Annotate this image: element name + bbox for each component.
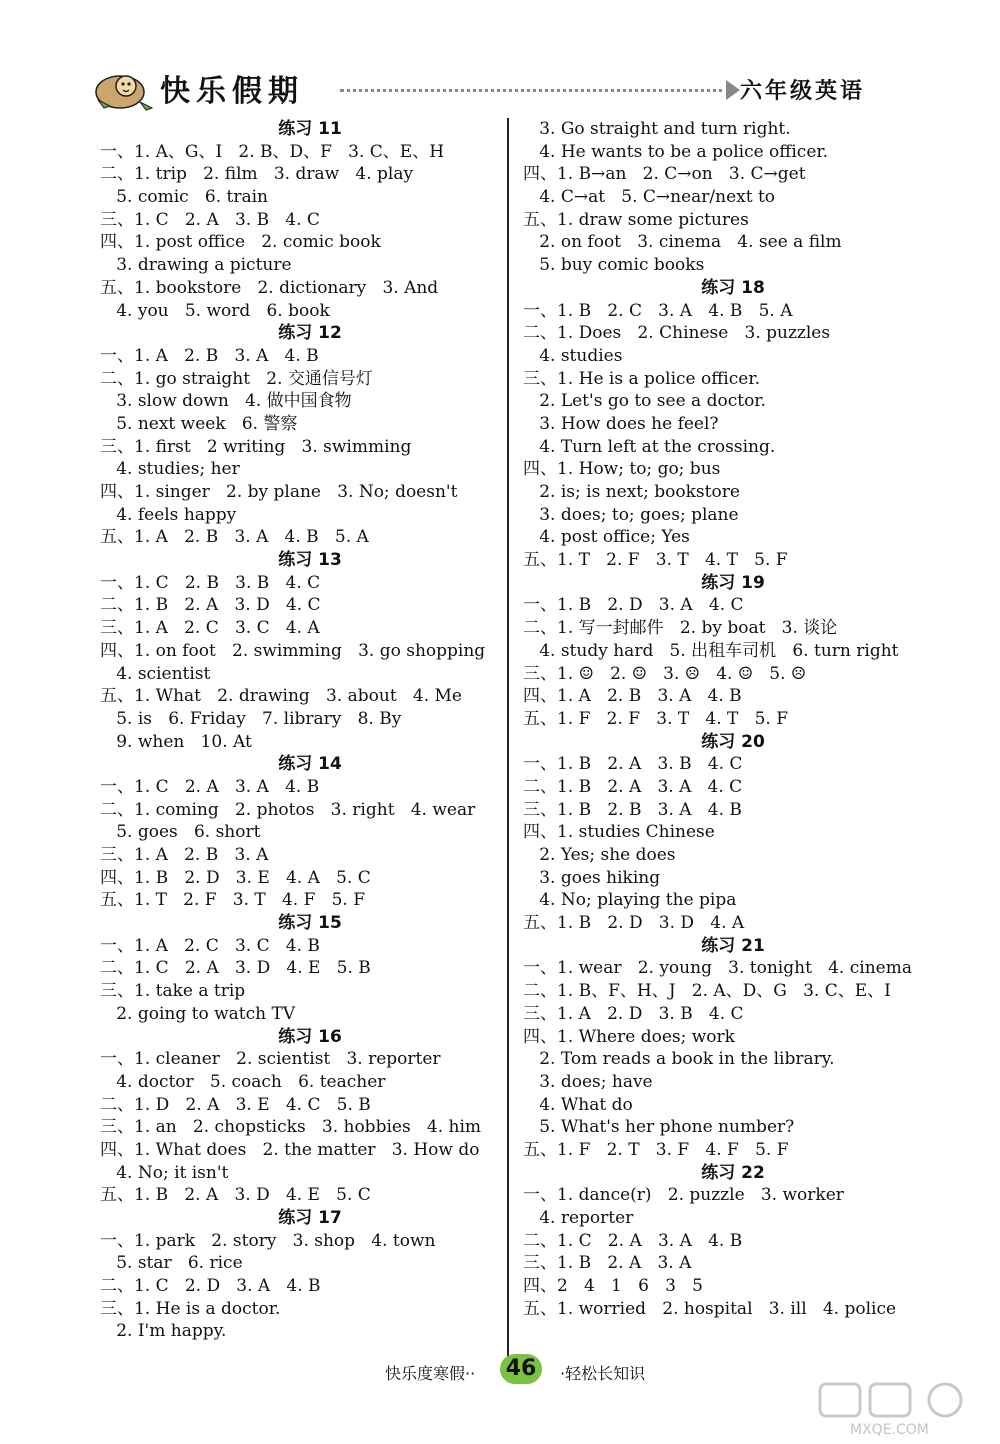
answer-line: 五、1. draw some pictures xyxy=(523,209,749,230)
answer-line: 三、1. He is a doctor. xyxy=(100,1298,281,1319)
answer-line: 二、1. B 2. A 3. A 4. C xyxy=(523,776,743,797)
answer-line: 4. study hard 5. 出租车司机 6. turn right xyxy=(523,640,899,661)
answer-line: 三、1. He is a police officer. xyxy=(523,368,760,389)
answer-line: 四、1. on foot 2. swimming 3. go shopping xyxy=(100,640,486,661)
answer-line: 四、1. B 2. D 3. E 4. A 5. C xyxy=(100,867,371,888)
exercise-title: 练习 19 xyxy=(701,572,765,593)
answer-line: 一、1. A 2. B 3. A 4. B xyxy=(100,345,319,366)
answer-line: 2. Let's go to see a doctor. xyxy=(523,391,766,412)
answer-line: 一、1. wear 2. young 3. tonight 4. cinema xyxy=(523,958,912,979)
exercise-title: 练习 15 xyxy=(278,913,342,934)
answer-line: 三、1. C 2. A 3. B 4. C xyxy=(100,209,320,230)
answer-line: 五、1. B 2. D 3. D 4. A xyxy=(523,913,745,934)
answer-line: 一、1. C 2. A 3. A 4. B xyxy=(100,776,320,797)
exercise-title: 练习 18 xyxy=(701,277,765,298)
answer-line: 二、1. C 2. D 3. A 4. B xyxy=(100,1276,321,1297)
answer-line: 3. goes hiking xyxy=(523,867,661,888)
answer-line: 二、1. trip 2. film 3. draw 4. play xyxy=(100,164,414,185)
answer-line: 3. does; have xyxy=(523,1071,653,1092)
answer-line: 一、1. A、G、I 2. B、D、F 3. C、E、H xyxy=(100,141,445,162)
answer-line: 四、2 4 1 6 3 5 xyxy=(523,1276,703,1297)
watermark-icon xyxy=(810,1380,990,1420)
answer-line: 5. buy comic books xyxy=(523,255,705,276)
page-number: 46 xyxy=(500,1354,542,1384)
exercise-title: 练习 17 xyxy=(278,1208,342,1228)
footer-slogan-right: ·轻松长知识 xyxy=(560,1364,646,1383)
answer-line: 4. He wants to be a police officer. xyxy=(523,141,829,162)
answer-line: 三、1. A 2. C 3. C 4. A xyxy=(100,618,320,639)
answer-line: 4. you 5. word 6. book xyxy=(100,300,330,321)
answer-line: 2. on foot 3. cinema 4. see a film xyxy=(523,232,842,253)
answer-line: 四、1. B→an 2. C→on 3. C→get xyxy=(523,164,806,185)
answer-line: 四、1. studies Chinese xyxy=(523,822,715,843)
column-divider xyxy=(507,118,509,1358)
answer-line: 9. when 10. At xyxy=(100,731,252,752)
mascot-icon xyxy=(90,62,160,112)
brand-title: 快乐假期 xyxy=(160,74,304,109)
watermark-text: MXQE.COM xyxy=(850,1422,929,1438)
answer-line: 三、1. an 2. chopsticks 3. hobbies 4. him xyxy=(100,1117,482,1138)
answer-line: 一、1. C 2. B 3. B 4. C xyxy=(100,572,321,593)
answer-line: 5. next week 6. 警察 xyxy=(100,413,298,434)
answer-line: 三、1. A 2. D 3. B 4. C xyxy=(523,1003,744,1024)
answer-line: 二、1. 写一封邮件 2. by boat 3. 谈论 xyxy=(523,618,838,639)
answer-line: 五、1. What 2. drawing 3. about 4. Me xyxy=(100,686,462,707)
exercise-title: 练习 11 xyxy=(278,119,342,139)
answer-line: 五、1. bookstore 2. dictionary 3. And xyxy=(100,277,439,298)
answer-line: 三、1. A 2. B 3. A xyxy=(100,845,269,865)
answer-line: 5. What's her phone number? xyxy=(523,1117,795,1138)
answer-line: 五、1. F 2. T 3. F 4. F 5. F xyxy=(523,1139,789,1160)
answer-line: 一、1. B 2. A 3. B 4. C xyxy=(523,754,743,775)
answer-line: 四、1. A 2. B 3. A 4. B xyxy=(523,686,742,707)
answer-line: 二、1. Does 2. Chinese 3. puzzles xyxy=(523,323,831,344)
answer-line: 二、1. C 2. A 3. A 4. B xyxy=(523,1230,743,1251)
answer-line: 一、1. B 2. C 3. A 4. B 5. A xyxy=(523,300,793,321)
answer-line: 三、1. B 2. A 3. A xyxy=(523,1253,692,1274)
answer-line: 四、1. singer 2. by plane 3. No; doesn't xyxy=(100,482,458,502)
answer-line: 五、1. T 2. F 3. T 4. T 5. F xyxy=(523,550,788,571)
answer-line: 五、1. A 2. B 3. A 4. B 5. A xyxy=(100,527,369,548)
answer-line: 一、1. dance(r) 2. puzzle 3. worker xyxy=(523,1185,844,1206)
right-column xyxy=(523,118,943,1320)
answer-line: 2. going to watch TV xyxy=(100,1003,296,1024)
answer-line: 二、1. C 2. A 3. D 4. E 5. B xyxy=(100,958,371,979)
answer-line: 4. Turn left at the crossing. xyxy=(523,436,776,457)
answer-line: 一、1. cleaner 2. scientist 3. reporter xyxy=(100,1049,441,1070)
answer-line: 二、1. B 2. A 3. D 4. C xyxy=(100,595,321,616)
exercise-title: 练习 22 xyxy=(701,1162,765,1183)
answer-line: 五、1. worried 2. hospital 3. ill 4. police xyxy=(523,1298,897,1319)
answer-line: 4. feels happy xyxy=(100,504,237,525)
answer-line: 4. studies; her xyxy=(100,459,240,480)
exercise-title: 练习 12 xyxy=(278,323,342,344)
exercise-title: 练习 14 xyxy=(278,754,342,775)
answer-line: 一、1. B 2. D 3. A 4. C xyxy=(523,595,744,616)
answer-line: 四、1. post office 2. comic book xyxy=(100,232,381,253)
answer-line: 5. is 6. Friday 7. library 8. By xyxy=(100,708,402,729)
answer-line: 3. slow down 4. 做中国食物 xyxy=(100,391,352,412)
answer-line: 二、1. go straight 2. 交通信号灯 xyxy=(100,368,373,389)
answer-line: 4. No; it isn't xyxy=(100,1162,229,1183)
answer-line: 二、1. B、F、H、J 2. A、D、G 3. C、E、I xyxy=(523,981,891,1002)
answer-line: 三、1. take a trip xyxy=(100,981,246,1002)
answer-line: 2. is; is next; bookstore xyxy=(523,482,740,502)
exercise-title: 练习 20 xyxy=(701,731,765,752)
answer-line: 四、1. Where does; work xyxy=(523,1026,735,1047)
page-header xyxy=(90,62,920,112)
exercise-title: 练习 16 xyxy=(278,1026,342,1047)
answer-line: 5. star 6. rice xyxy=(100,1253,243,1274)
answer-line: 4. post office; Yes xyxy=(523,527,690,548)
answer-line: 二、1. coming 2. photos 3. right 4. wear xyxy=(100,799,476,820)
answer-line: 5. comic 6. train xyxy=(100,187,268,208)
answer-line: 2. I'm happy. xyxy=(100,1321,227,1342)
exercise-title: 练习 21 xyxy=(701,935,765,956)
answer-line: 4. C→at 5. C→near/next to xyxy=(523,187,776,208)
answer-line: 4. scientist xyxy=(100,663,211,684)
answer-line: 2. Yes; she does xyxy=(523,845,676,865)
answer-line: 一、1. park 2. story 3. shop 4. town xyxy=(100,1230,436,1251)
answer-line: 3. Go straight and turn right. xyxy=(523,119,791,139)
answer-line: 4. doctor 5. coach 6. teacher xyxy=(100,1071,386,1092)
answer-line: 2. Tom reads a book in the library. xyxy=(523,1049,835,1070)
answer-line: 4. studies xyxy=(523,345,623,366)
answer-line: 二、1. D 2. A 3. E 4. C 5. B xyxy=(100,1094,371,1115)
answer-line: 五、1. T 2. F 3. T 4. F 5. F xyxy=(100,890,366,911)
answer-line: 四、1. How; to; go; bus xyxy=(523,459,721,480)
answer-line: 3. How does he feel? xyxy=(523,413,719,434)
exercise-title: 练习 13 xyxy=(278,550,342,571)
header-dotted-rule xyxy=(340,89,730,92)
left-column xyxy=(100,118,520,1343)
answer-line: 4. What do xyxy=(523,1094,633,1115)
answer-line: 3. drawing a picture xyxy=(100,255,292,276)
answer-line: 一、1. A 2. C 3. C 4. B xyxy=(100,935,320,956)
answer-line: 4. reporter xyxy=(523,1208,634,1228)
grade-subject: 六年级英语 xyxy=(740,79,866,104)
answer-line: 五、1. F 2. F 3. T 4. T 5. F xyxy=(523,708,789,729)
answer-line: 5. goes 6. short xyxy=(100,822,261,843)
answer-line: 三、1. B 2. B 3. A 4. B xyxy=(523,799,742,820)
answer-line: 3. does; to; goes; plane xyxy=(523,504,739,525)
footer-slogan-left: 快乐度寒假·· xyxy=(385,1364,476,1383)
arrow-icon xyxy=(726,80,740,100)
answer-line: 三、1. ☺ 2. ☺ 3. ☹ 4. ☺ 5. ☹ xyxy=(523,663,807,684)
answer-line: 4. No; playing the pipa xyxy=(523,890,737,911)
answer-line: 五、1. B 2. A 3. D 4. E 5. C xyxy=(100,1185,371,1206)
answer-line: 四、1. What does 2. the matter 3. How do xyxy=(100,1139,480,1160)
answer-line: 三、1. first 2 writing 3. swimming xyxy=(100,436,412,457)
watermark-logo xyxy=(810,1380,990,1440)
